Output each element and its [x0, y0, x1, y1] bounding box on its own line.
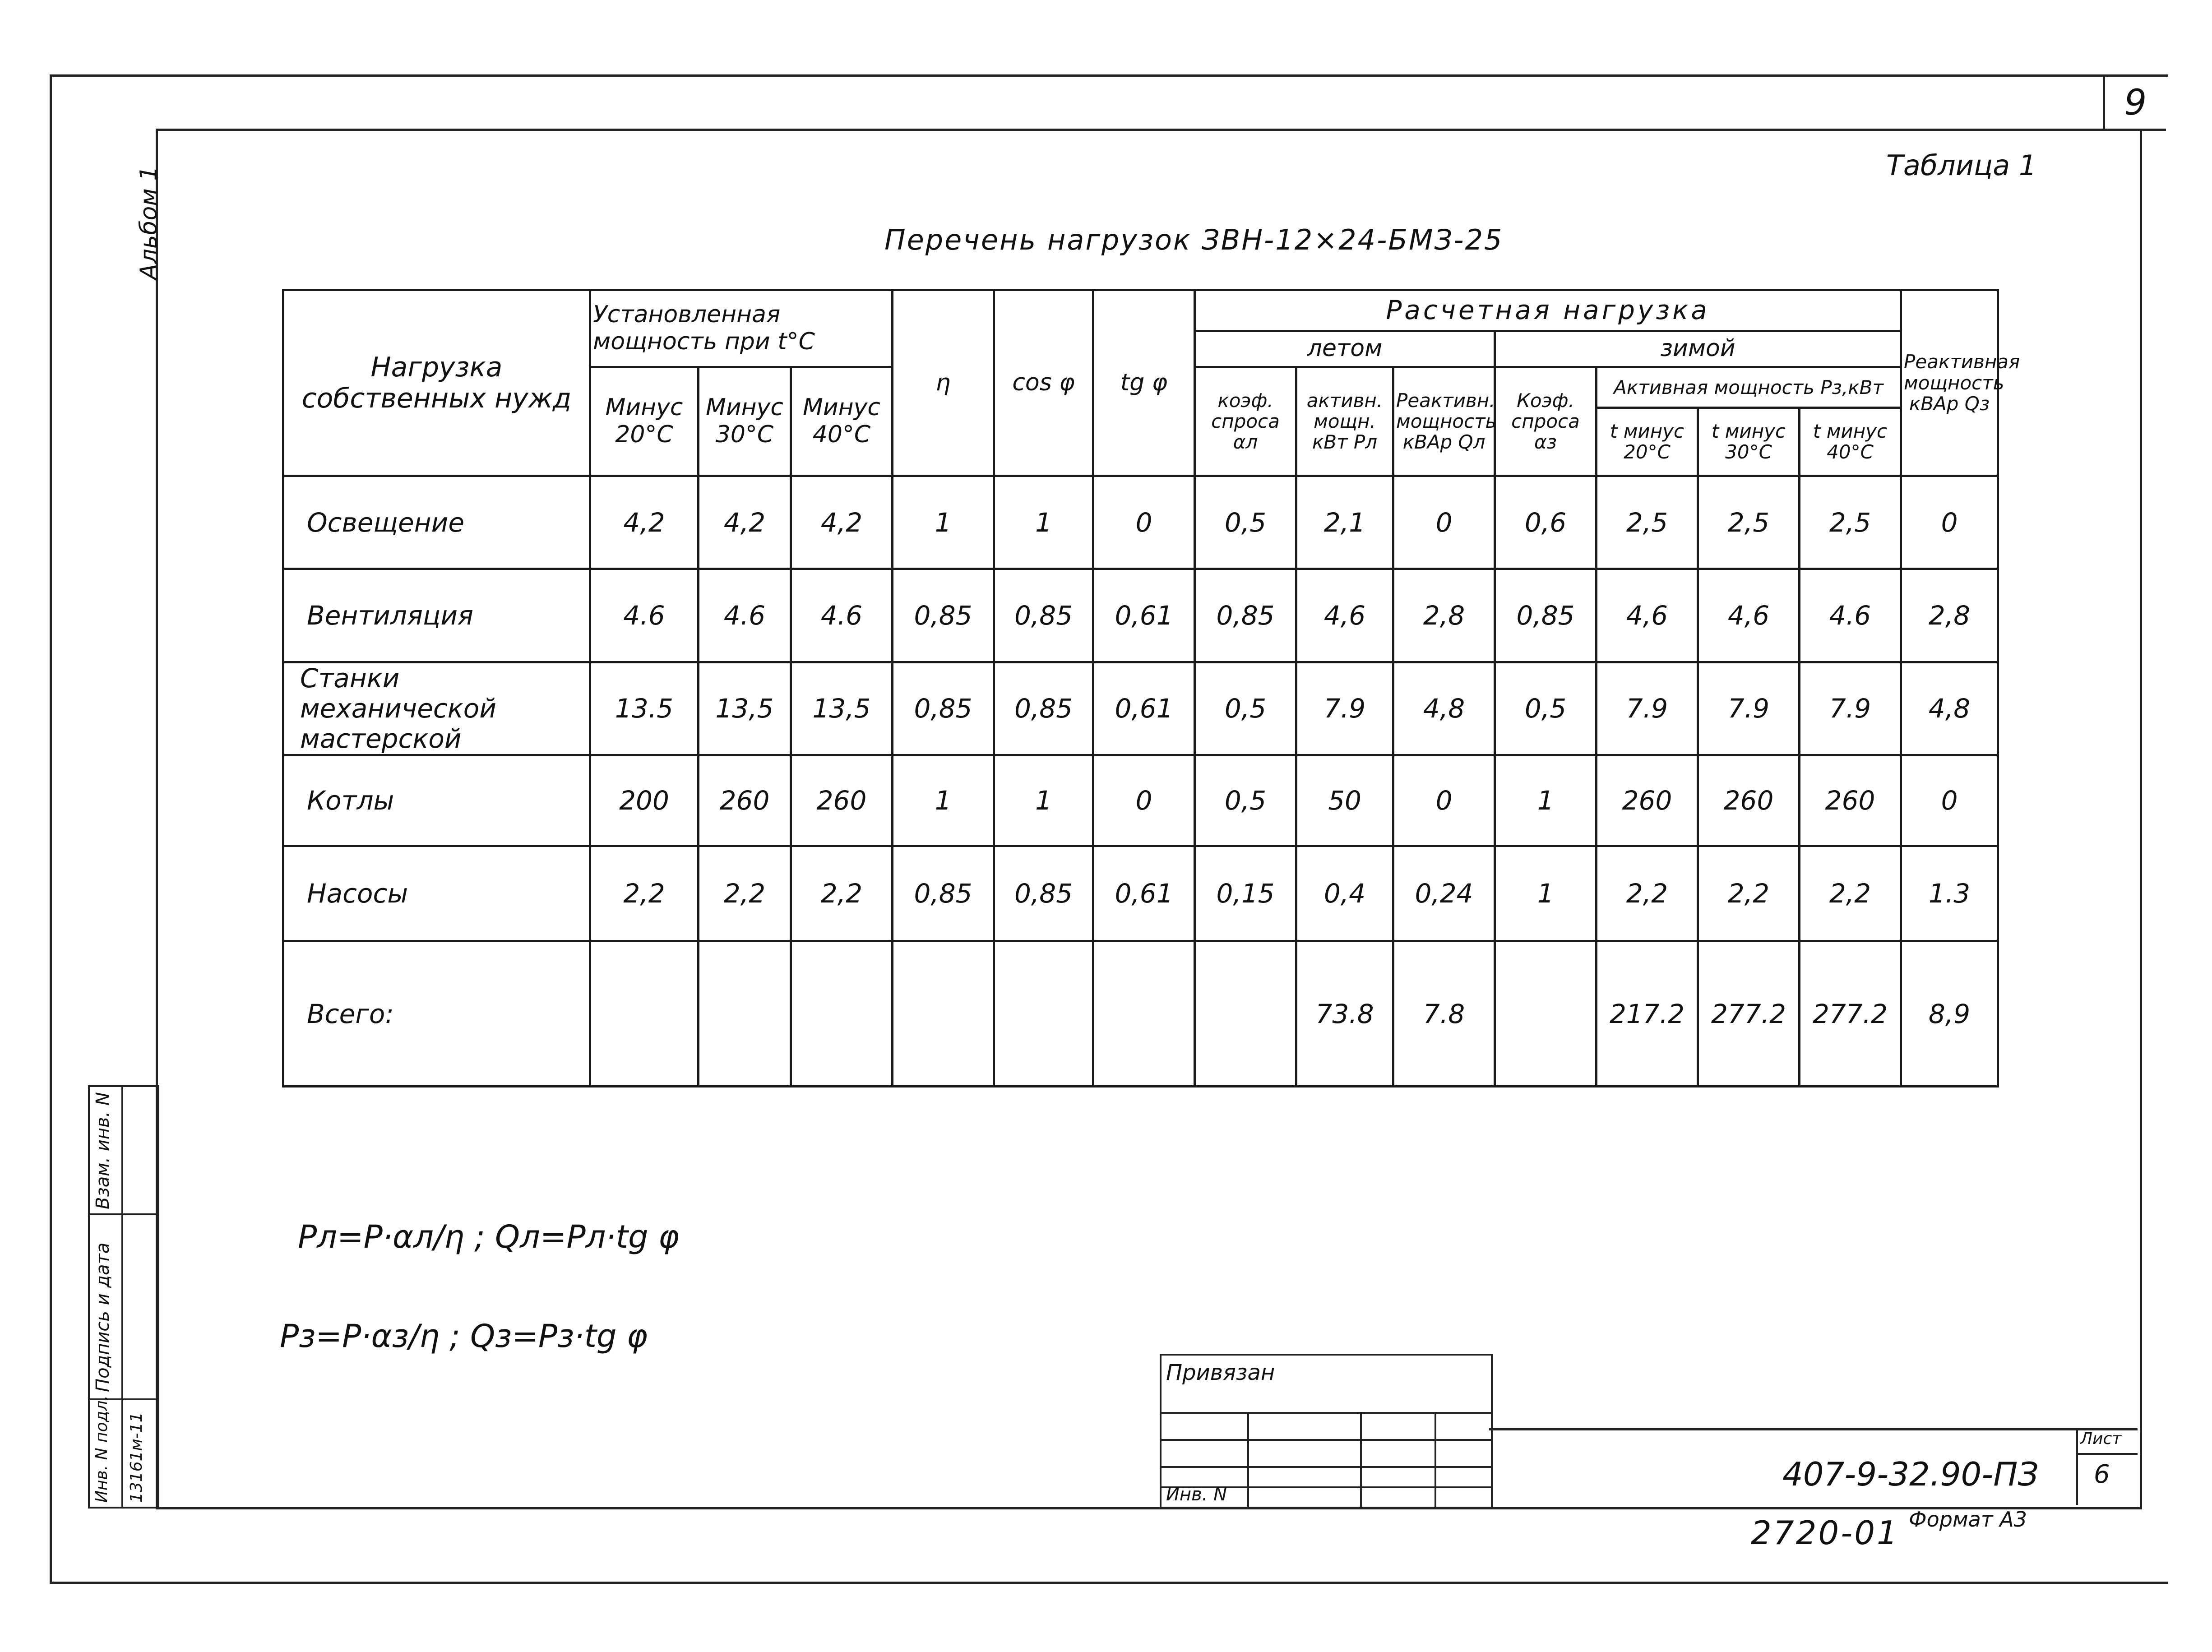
cell: 2,5: [1698, 476, 1800, 569]
cell: 7.8: [1393, 941, 1495, 1087]
page-number: 9: [2103, 77, 2166, 131]
cell: 1: [893, 755, 994, 846]
title-block-divider: [2076, 1428, 2078, 1505]
cell: [994, 941, 1093, 1087]
row-name: Освещение: [283, 476, 590, 569]
cell: 4.6: [590, 569, 699, 662]
cell: 2,8: [1393, 569, 1495, 662]
cell: 4.6: [699, 569, 791, 662]
row-name: Вентиляция: [283, 569, 590, 662]
cell: 260: [791, 755, 893, 846]
table-title: Перечень нагрузок ЗВН-12×24-БМЗ-25: [884, 223, 1504, 256]
cell: 1: [1495, 755, 1597, 846]
cell: 2,2: [699, 846, 791, 941]
cell: 2,5: [1597, 476, 1698, 569]
stamp-inv-label: Инв. N: [1166, 1484, 1227, 1505]
stamp-line: [1162, 1412, 1491, 1414]
table-row: [283, 846, 1998, 941]
formula-winter: Рз=Р·αз/η ; Qз=Рз·tg φ: [280, 1318, 648, 1355]
cell: 4,6: [1597, 569, 1698, 662]
cell: 0,5: [1195, 476, 1296, 569]
header-load: Нагрузка собственных нужд: [283, 290, 590, 476]
loads-table: [282, 289, 2020, 1087]
cell: 2,2: [1800, 846, 1901, 941]
cell: 7.9: [1597, 662, 1698, 755]
cell: 260: [1800, 755, 1901, 846]
header-installed-power: Установленная мощность при t°C: [590, 290, 893, 367]
cell: 2,5: [1800, 476, 1901, 569]
side-stamp-inv-orig: Инв. N подл.: [93, 1395, 111, 1503]
cell: 2,1: [1296, 476, 1393, 569]
cell: 0,5: [1195, 755, 1296, 846]
cell: 0,85: [1495, 569, 1597, 662]
cell: 4,8: [1393, 662, 1495, 755]
stamp-line: [1162, 1466, 1491, 1468]
side-stamp-replace-inv: Взам. инв. N: [93, 1092, 113, 1209]
row-name: Насосы: [283, 846, 590, 941]
cell: 0: [1093, 755, 1195, 846]
header-reactive-summer: Реактивн. мощность кВАр Qл: [1393, 367, 1495, 476]
total-row: [283, 941, 1998, 1087]
cell: 200: [590, 755, 699, 846]
table-row: [283, 569, 1998, 662]
side-stamp-line: [121, 1087, 123, 1507]
cell: 0,85: [994, 569, 1093, 662]
cell: 13,5: [791, 662, 893, 755]
cell: 73.8: [1296, 941, 1393, 1087]
cell: 0,61: [1093, 569, 1195, 662]
cell: 0: [1093, 476, 1195, 569]
header-t30: t минус 30°С: [1698, 408, 1800, 476]
cell: 0,61: [1093, 662, 1195, 755]
cell: [893, 941, 994, 1087]
cell: 260: [1597, 755, 1698, 846]
cell: 0: [1393, 476, 1495, 569]
cell: 0,85: [994, 662, 1093, 755]
format-label: Формат А3: [1909, 1507, 2027, 1532]
cell: 2,8: [1901, 569, 1998, 662]
cell: 0,85: [893, 846, 994, 941]
cell: 0,5: [1495, 662, 1597, 755]
cell: 0,6: [1495, 476, 1597, 569]
stamp-line: [1435, 1412, 1436, 1507]
cell: [699, 941, 791, 1087]
cell: [1195, 941, 1296, 1087]
cell: 277.2: [1698, 941, 1800, 1087]
cell: 260: [1698, 755, 1800, 846]
cell: 0: [1901, 755, 1998, 846]
cell: 277.2: [1800, 941, 1901, 1087]
cell: 0: [1393, 755, 1495, 846]
header-summer: летом: [1195, 331, 1495, 367]
header-eta: η: [893, 290, 994, 476]
header-winter: зимой: [1495, 331, 1901, 367]
cell: 4,2: [590, 476, 699, 569]
cell: 4,2: [699, 476, 791, 569]
bottom-number: 2720-01: [1751, 1514, 1899, 1552]
cell: 1: [893, 476, 994, 569]
side-stamp-signature-date: Подпись и дата: [93, 1242, 113, 1392]
cell: 1.3: [1901, 846, 1998, 941]
stamp-line: [1360, 1412, 1362, 1507]
cell: 13,5: [699, 662, 791, 755]
cell: [1093, 941, 1195, 1087]
header-minus20: Минус 20°С: [590, 367, 699, 476]
row-name: Всего:: [283, 941, 590, 1087]
header-reactive-winter: Реактивная мощность кВАр Qз: [1901, 290, 1998, 476]
cell: 2,2: [791, 846, 893, 941]
title-block-divider: [2078, 1453, 2138, 1455]
header-tg: tg φ: [1093, 290, 1195, 476]
row-name: Котлы: [283, 755, 590, 846]
cell: 4,2: [791, 476, 893, 569]
stamp-label: Привязан: [1166, 1360, 1275, 1385]
table-row: [283, 755, 1998, 846]
cell: 4,6: [1698, 569, 1800, 662]
cell: 4,6: [1296, 569, 1393, 662]
cell: 8,9: [1901, 941, 1998, 1087]
cell: 4.6: [791, 569, 893, 662]
stamp-line: [1247, 1412, 1249, 1507]
cell: 0,85: [994, 846, 1093, 941]
side-stamp-line: [90, 1213, 157, 1215]
header-cos: cos φ: [994, 290, 1093, 476]
side-album-label: Альбом 1: [135, 166, 162, 280]
cell: 2,2: [1698, 846, 1800, 941]
title-block-line: [1489, 1428, 2138, 1430]
cell: 0,15: [1195, 846, 1296, 941]
table-row: [283, 476, 1998, 569]
row-name: Станки механической мастерской: [283, 662, 590, 755]
cell: 13.5: [590, 662, 699, 755]
cell: [791, 941, 893, 1087]
cell: 0,5: [1195, 662, 1296, 755]
cell: 2,2: [590, 846, 699, 941]
cell: 1: [1495, 846, 1597, 941]
cell: 0,85: [893, 662, 994, 755]
cell: 7.9: [1296, 662, 1393, 755]
cell: 1: [994, 476, 1093, 569]
table-row: [283, 662, 1998, 755]
side-stamp-number: 13161м-11: [127, 1412, 146, 1503]
cell: 0,4: [1296, 846, 1393, 941]
header-calc-load: Расчетная нагрузка: [1195, 290, 1901, 331]
header-active-summer: активн. мощн. кВт Рл: [1296, 367, 1393, 476]
header-minus30: Минус 30°С: [699, 367, 791, 476]
cell: [1495, 941, 1597, 1087]
cell: 4.6: [1800, 569, 1901, 662]
cell: 0,24: [1393, 846, 1495, 941]
header-demand-coef-winter: Коэф. спроса αз: [1495, 367, 1597, 476]
cell: 217.2: [1597, 941, 1698, 1087]
cell: 7.9: [1698, 662, 1800, 755]
header-t20: t минус 20°С: [1597, 408, 1698, 476]
cell: 7.9: [1800, 662, 1901, 755]
cell: 0,85: [893, 569, 994, 662]
doc-code: 407-9-32.90-ПЗ: [1782, 1455, 2039, 1493]
header-t40: t минус 40°С: [1800, 408, 1901, 476]
cell: 50: [1296, 755, 1393, 846]
sheet-number: 6: [2094, 1460, 2110, 1489]
cell: 0,61: [1093, 846, 1195, 941]
cell: 4,8: [1901, 662, 1998, 755]
cell: 2,2: [1597, 846, 1698, 941]
header-active-winter: Активная мощность Рз,кВт: [1597, 367, 1901, 408]
cell: 0,85: [1195, 569, 1296, 662]
cell: [590, 941, 699, 1087]
table-caption: Таблица 1: [1886, 149, 2037, 182]
formula-summer: Рл=Р·αл/η ; Qл=Рл·tg φ: [298, 1218, 679, 1255]
binding-stamp: [1160, 1354, 1493, 1509]
cell: 0: [1901, 476, 1998, 569]
sheet-label: Лист: [2080, 1430, 2122, 1448]
header-minus40: Минус 40°С: [791, 367, 893, 476]
stamp-line: [1162, 1439, 1491, 1441]
cell: 1: [994, 755, 1093, 846]
header-demand-coef-summer: коэф. спроса αл: [1195, 367, 1296, 476]
cell: 260: [699, 755, 791, 846]
